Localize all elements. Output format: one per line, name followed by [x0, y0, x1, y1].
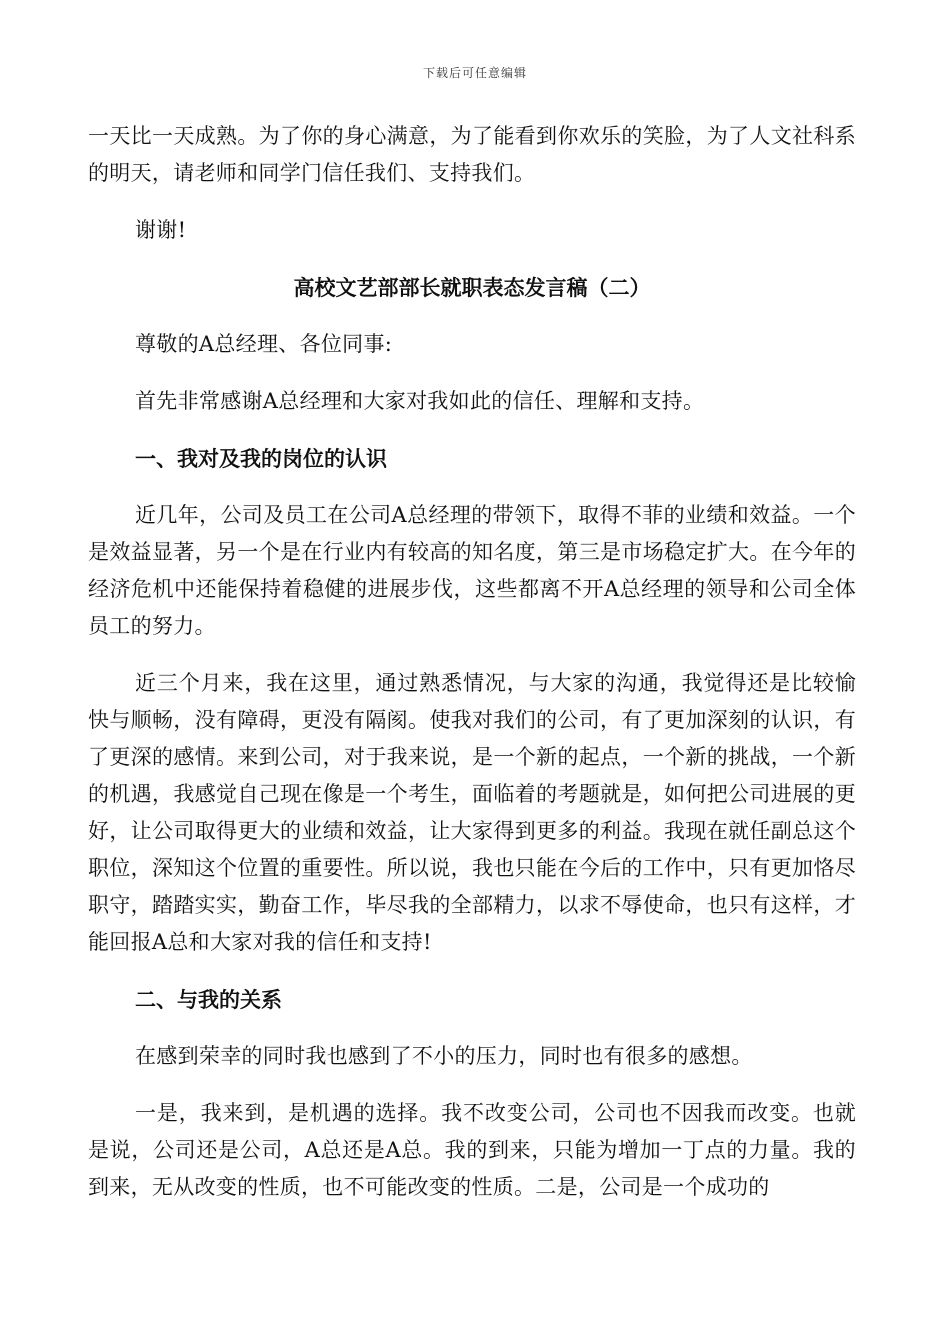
paragraph-continuation: 一天比一天成熟。为了你的身心满意，为了能看到你欢乐的笑脸，为了人文社科系的明天，请老师和同学门信任我们、支持我们。 — [88, 124, 856, 185]
paragraph-opening: 首先非常感谢A总经理和大家对我如此的信任、理解和支持。 — [135, 389, 705, 413]
paragraph-section2-a: 在感到荣幸的同时我也感到了不小的压力，同时也有很多的感想。 — [135, 1044, 753, 1068]
document-title: 高校文艺部部长就职表态发言稿（二） — [293, 275, 651, 300]
paragraph-section1-a: 近几年，公司及员工在公司A总经理的带领下，取得不菲的业绩和效益。一个是效益显著，另一个是在行业内有较高的知名度，第三是市场稳定扩大。在今年的经济危机中还能保持着稳健的进展步伐，这些都离不开A总经理的领导和公司全体员工的努力。 — [88, 503, 856, 638]
paragraph-thanks: 谢谢! — [135, 218, 187, 242]
paragraph-section2-b: 一是，我来到，是机遇的选择。我不改变公司，公司也不因我而改变。也就是说，公司还是公司，A总还是A总。我的到来，只能为增加一丁点的力量。我的到来，无从改变的性质，也不可能改变的性质。二是，公司是一个成功的 — [88, 1101, 856, 1199]
document-body — [88, 118, 856, 1226]
page-header-note: 下载后可任意编辑 — [422, 66, 527, 80]
paragraph-salutation: 尊敬的A总经理、各位同事: — [135, 332, 393, 356]
section-heading-2: 二、与我的关系 — [135, 987, 282, 1012]
paragraph-section1-b: 近三个月来，我在这里，通过熟悉情况，与大家的沟通，我觉得还是比较愉快与顺畅，没有障碍，更没有隔阂。使我对我们的公司，有了更加深刻的认识，有了更深的感情。来到公司，对于我来说，是一个新的起点，一个新的挑战，一个新的机遇，我感觉自己现在像是一个考生，面临着的考题就是，如何把公司进展的更好，让公司取得更大的业绩和效益，让大家得到更多的利益。我现在就任副总这个职位，深知这个位置的重要性。所以说，我也只能在今后的工作中，只有更加恪尽职守，踏踏实实，勤奋工作，毕尽我的全部精力，以求不辱使命，也只有这样，才能回报A总和大家对我的信任和支持! — [88, 671, 856, 954]
section-heading-1: 一、我对及我的岗位的认识 — [135, 446, 387, 471]
